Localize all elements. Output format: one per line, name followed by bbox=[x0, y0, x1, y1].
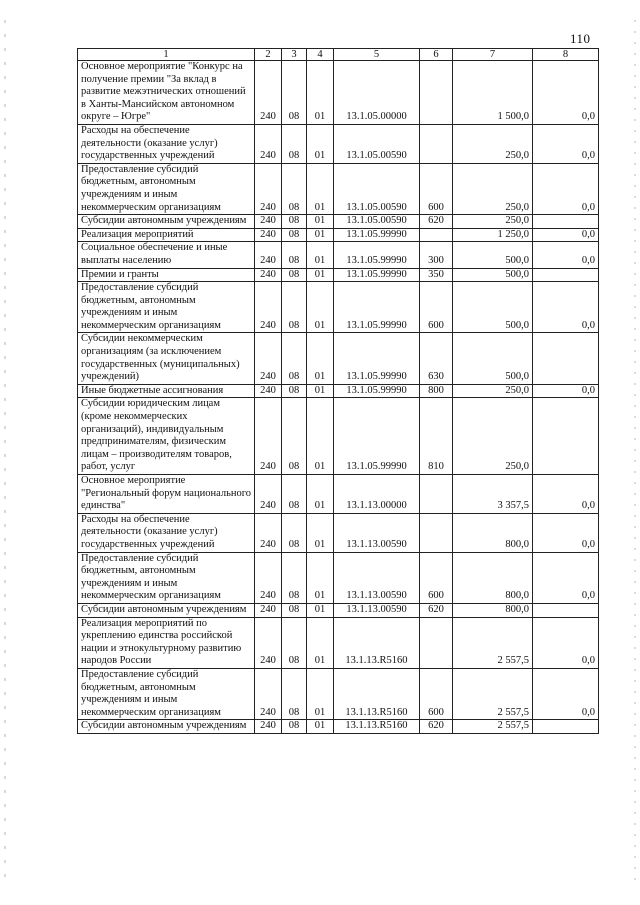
expense-type-cell bbox=[420, 617, 453, 668]
expense-type-cell: 300 bbox=[420, 242, 453, 268]
header-row bbox=[78, 49, 599, 61]
expense-type-cell: 800 bbox=[420, 384, 453, 398]
admin-code-cell: 240 bbox=[255, 603, 282, 617]
section-cell: 08 bbox=[282, 617, 307, 668]
amount-cell: 250,0 bbox=[453, 124, 533, 163]
table-row bbox=[78, 603, 599, 617]
target-code-cell: 13.1.05.99990 bbox=[334, 228, 420, 242]
amount-secondary-cell bbox=[533, 268, 599, 282]
subsection-cell: 01 bbox=[307, 282, 334, 333]
admin-code-cell: 240 bbox=[255, 668, 282, 719]
amount-secondary-cell bbox=[533, 720, 599, 734]
target-code-cell: 13.1.13.R5160 bbox=[334, 617, 420, 668]
section-cell: 08 bbox=[282, 552, 307, 603]
table-row bbox=[78, 668, 599, 719]
admin-code-cell: 240 bbox=[255, 617, 282, 668]
subsection-cell: 01 bbox=[307, 242, 334, 268]
expense-type-cell bbox=[420, 475, 453, 514]
expense-type-cell bbox=[420, 61, 453, 125]
amount-cell: 2 557,5 bbox=[453, 720, 533, 734]
row-name-cell: Расходы на обеспечение деятельности (оказание услуг) государственных учреждений bbox=[78, 513, 255, 552]
amount-cell: 800,0 bbox=[453, 552, 533, 603]
expense-type-cell bbox=[420, 124, 453, 163]
target-code-cell: 13.1.13.00590 bbox=[334, 603, 420, 617]
section-cell: 08 bbox=[282, 513, 307, 552]
amount-secondary-cell bbox=[533, 603, 599, 617]
target-code-cell: 13.1.13.R5160 bbox=[334, 668, 420, 719]
amount-secondary-cell: 0,0 bbox=[533, 124, 599, 163]
target-code-cell: 13.1.05.99990 bbox=[334, 268, 420, 282]
col-header: 4 bbox=[307, 49, 334, 61]
table-row bbox=[78, 617, 599, 668]
expense-type-cell: 810 bbox=[420, 398, 453, 475]
subsection-cell: 01 bbox=[307, 228, 334, 242]
target-code-cell: 13.1.13.00590 bbox=[334, 513, 420, 552]
target-code-cell: 13.1.05.00590 bbox=[334, 124, 420, 163]
section-cell: 08 bbox=[282, 124, 307, 163]
section-cell: 08 bbox=[282, 163, 307, 214]
amount-cell: 1 250,0 bbox=[453, 228, 533, 242]
col-header: 1 bbox=[78, 49, 255, 61]
amount-cell: 2 557,5 bbox=[453, 668, 533, 719]
table-row bbox=[78, 215, 599, 229]
target-code-cell: 13.1.05.00590 bbox=[334, 215, 420, 229]
amount-secondary-cell bbox=[533, 215, 599, 229]
row-name-cell: Предоставление субсидий бюджетным, автономным учреждениям и иным некоммерческим организациям bbox=[78, 552, 255, 603]
scan-edge-right bbox=[634, 20, 636, 880]
admin-code-cell: 240 bbox=[255, 268, 282, 282]
admin-code-cell: 240 bbox=[255, 215, 282, 229]
table-row bbox=[78, 242, 599, 268]
target-code-cell: 13.1.05.99990 bbox=[334, 242, 420, 268]
expense-type-cell: 600 bbox=[420, 282, 453, 333]
section-cell: 08 bbox=[282, 268, 307, 282]
amount-cell: 250,0 bbox=[453, 215, 533, 229]
table-row bbox=[78, 475, 599, 514]
target-code-cell: 13.1.05.99990 bbox=[334, 333, 420, 384]
section-cell: 08 bbox=[282, 282, 307, 333]
admin-code-cell: 240 bbox=[255, 282, 282, 333]
subsection-cell: 01 bbox=[307, 617, 334, 668]
expense-type-cell: 600 bbox=[420, 668, 453, 719]
row-name-cell: Субсидии автономным учреждениям bbox=[78, 215, 255, 229]
amount-cell: 2 557,5 bbox=[453, 617, 533, 668]
scan-edge-left bbox=[4, 20, 6, 880]
target-code-cell: 13.1.05.99990 bbox=[334, 398, 420, 475]
section-cell: 08 bbox=[282, 603, 307, 617]
admin-code-cell: 240 bbox=[255, 720, 282, 734]
section-cell: 08 bbox=[282, 384, 307, 398]
amount-cell: 500,0 bbox=[453, 268, 533, 282]
target-code-cell: 13.1.13.00590 bbox=[334, 552, 420, 603]
table-row bbox=[78, 398, 599, 475]
subsection-cell: 01 bbox=[307, 668, 334, 719]
row-name-cell: Субсидии автономным учреждениям bbox=[78, 603, 255, 617]
row-name-cell: Основное мероприятие "Региональный форум национального единства" bbox=[78, 475, 255, 514]
target-code-cell: 13.1.05.00000 bbox=[334, 61, 420, 125]
col-header: 7 bbox=[453, 49, 533, 61]
amount-cell: 250,0 bbox=[453, 163, 533, 214]
subsection-cell: 01 bbox=[307, 603, 334, 617]
amount-cell: 250,0 bbox=[453, 398, 533, 475]
row-name-cell: Предоставление субсидий бюджетным, автономным учреждениям и иным некоммерческим организациям bbox=[78, 282, 255, 333]
target-code-cell: 13.1.13.R5160 bbox=[334, 720, 420, 734]
expense-type-cell: 620 bbox=[420, 603, 453, 617]
table-row bbox=[78, 384, 599, 398]
amount-secondary-cell bbox=[533, 333, 599, 384]
row-name-cell: Реализация мероприятий bbox=[78, 228, 255, 242]
subsection-cell: 01 bbox=[307, 475, 334, 514]
table-row bbox=[78, 124, 599, 163]
subsection-cell: 01 bbox=[307, 268, 334, 282]
expense-type-cell: 620 bbox=[420, 720, 453, 734]
section-cell: 08 bbox=[282, 215, 307, 229]
section-cell: 08 bbox=[282, 61, 307, 125]
row-name-cell: Расходы на обеспечение деятельности (оказание услуг) государственных учреждений bbox=[78, 124, 255, 163]
table-row bbox=[78, 552, 599, 603]
amount-cell: 800,0 bbox=[453, 603, 533, 617]
table-row bbox=[78, 228, 599, 242]
section-cell: 08 bbox=[282, 242, 307, 268]
amount-secondary-cell: 0,0 bbox=[533, 617, 599, 668]
col-header: 5 bbox=[334, 49, 420, 61]
target-code-cell: 13.1.05.00590 bbox=[334, 163, 420, 214]
admin-code-cell: 240 bbox=[255, 242, 282, 268]
admin-code-cell: 240 bbox=[255, 124, 282, 163]
admin-code-cell: 240 bbox=[255, 475, 282, 514]
amount-secondary-cell: 0,0 bbox=[533, 513, 599, 552]
section-cell: 08 bbox=[282, 333, 307, 384]
subsection-cell: 01 bbox=[307, 333, 334, 384]
amount-secondary-cell: 0,0 bbox=[533, 163, 599, 214]
table-row bbox=[78, 163, 599, 214]
expense-type-cell: 600 bbox=[420, 163, 453, 214]
table-row bbox=[78, 720, 599, 734]
subsection-cell: 01 bbox=[307, 398, 334, 475]
table-row bbox=[78, 282, 599, 333]
subsection-cell: 01 bbox=[307, 215, 334, 229]
expense-type-cell bbox=[420, 513, 453, 552]
amount-secondary-cell: 0,0 bbox=[533, 61, 599, 125]
amount-cell: 500,0 bbox=[453, 333, 533, 384]
budget-table bbox=[77, 48, 599, 734]
row-name-cell: Реализация мероприятий по укреплению единства российской нации и этнокультурному развитию народов России bbox=[78, 617, 255, 668]
table-body bbox=[78, 61, 599, 734]
subsection-cell: 01 bbox=[307, 61, 334, 125]
col-header: 8 bbox=[533, 49, 599, 61]
row-name-cell: Социальное обеспечение и иные выплаты населению bbox=[78, 242, 255, 268]
table-row bbox=[78, 333, 599, 384]
col-header: 3 bbox=[282, 49, 307, 61]
expense-type-cell: 630 bbox=[420, 333, 453, 384]
row-name-cell: Субсидии некоммерческим организациям (за исключением государственных (муниципальных) учреждений) bbox=[78, 333, 255, 384]
page-number: 110 bbox=[570, 31, 591, 46]
row-name-cell: Субсидии автономным учреждениям bbox=[78, 720, 255, 734]
subsection-cell: 01 bbox=[307, 163, 334, 214]
subsection-cell: 01 bbox=[307, 720, 334, 734]
table-row bbox=[78, 268, 599, 282]
admin-code-cell: 240 bbox=[255, 333, 282, 384]
expense-type-cell: 600 bbox=[420, 552, 453, 603]
admin-code-cell: 240 bbox=[255, 228, 282, 242]
amount-cell: 3 357,5 bbox=[453, 475, 533, 514]
admin-code-cell: 240 bbox=[255, 163, 282, 214]
col-header: 6 bbox=[420, 49, 453, 61]
amount-secondary-cell: 0,0 bbox=[533, 228, 599, 242]
target-code-cell: 13.1.05.99990 bbox=[334, 384, 420, 398]
expense-type-cell: 620 bbox=[420, 215, 453, 229]
row-name-cell: Предоставление субсидий бюджетным, автономным учреждениям и иным некоммерческим организациям bbox=[78, 668, 255, 719]
section-cell: 08 bbox=[282, 720, 307, 734]
admin-code-cell: 240 bbox=[255, 552, 282, 603]
subsection-cell: 01 bbox=[307, 384, 334, 398]
admin-code-cell: 240 bbox=[255, 384, 282, 398]
section-cell: 08 bbox=[282, 398, 307, 475]
amount-cell: 500,0 bbox=[453, 282, 533, 333]
col-header: 2 bbox=[255, 49, 282, 61]
amount-secondary-cell: 0,0 bbox=[533, 282, 599, 333]
row-name-cell: Субсидии юридическим лицам (кроме некоммерческих организаций), индивидуальным предпринимателям, физическим лицам – производителям товаров, работ, услуг bbox=[78, 398, 255, 475]
admin-code-cell: 240 bbox=[255, 61, 282, 125]
amount-secondary-cell bbox=[533, 398, 599, 475]
row-name-cell: Предоставление субсидий бюджетным, автономным учреждениям и иным некоммерческим организациям bbox=[78, 163, 255, 214]
amount-cell: 250,0 bbox=[453, 384, 533, 398]
subsection-cell: 01 bbox=[307, 552, 334, 603]
amount-secondary-cell: 0,0 bbox=[533, 384, 599, 398]
amount-secondary-cell: 0,0 bbox=[533, 475, 599, 514]
admin-code-cell: 240 bbox=[255, 398, 282, 475]
section-cell: 08 bbox=[282, 668, 307, 719]
section-cell: 08 bbox=[282, 475, 307, 514]
table-row bbox=[78, 61, 599, 125]
table-row bbox=[78, 513, 599, 552]
amount-secondary-cell: 0,0 bbox=[533, 668, 599, 719]
expense-type-cell: 350 bbox=[420, 268, 453, 282]
row-name-cell: Премии и гранты bbox=[78, 268, 255, 282]
expense-type-cell bbox=[420, 228, 453, 242]
amount-cell: 500,0 bbox=[453, 242, 533, 268]
admin-code-cell: 240 bbox=[255, 513, 282, 552]
target-code-cell: 13.1.13.00000 bbox=[334, 475, 420, 514]
subsection-cell: 01 bbox=[307, 513, 334, 552]
section-cell: 08 bbox=[282, 228, 307, 242]
amount-cell: 800,0 bbox=[453, 513, 533, 552]
row-name-cell: Иные бюджетные ассигнования bbox=[78, 384, 255, 398]
amount-cell: 1 500,0 bbox=[453, 61, 533, 125]
target-code-cell: 13.1.05.99990 bbox=[334, 282, 420, 333]
amount-secondary-cell: 0,0 bbox=[533, 242, 599, 268]
subsection-cell: 01 bbox=[307, 124, 334, 163]
row-name-cell: Основное мероприятие "Конкурс на получение премии "За вклад в развитие межэтнических отношений в Ханты-Мансийском автономном округе – Югре" bbox=[78, 61, 255, 125]
amount-secondary-cell: 0,0 bbox=[533, 552, 599, 603]
